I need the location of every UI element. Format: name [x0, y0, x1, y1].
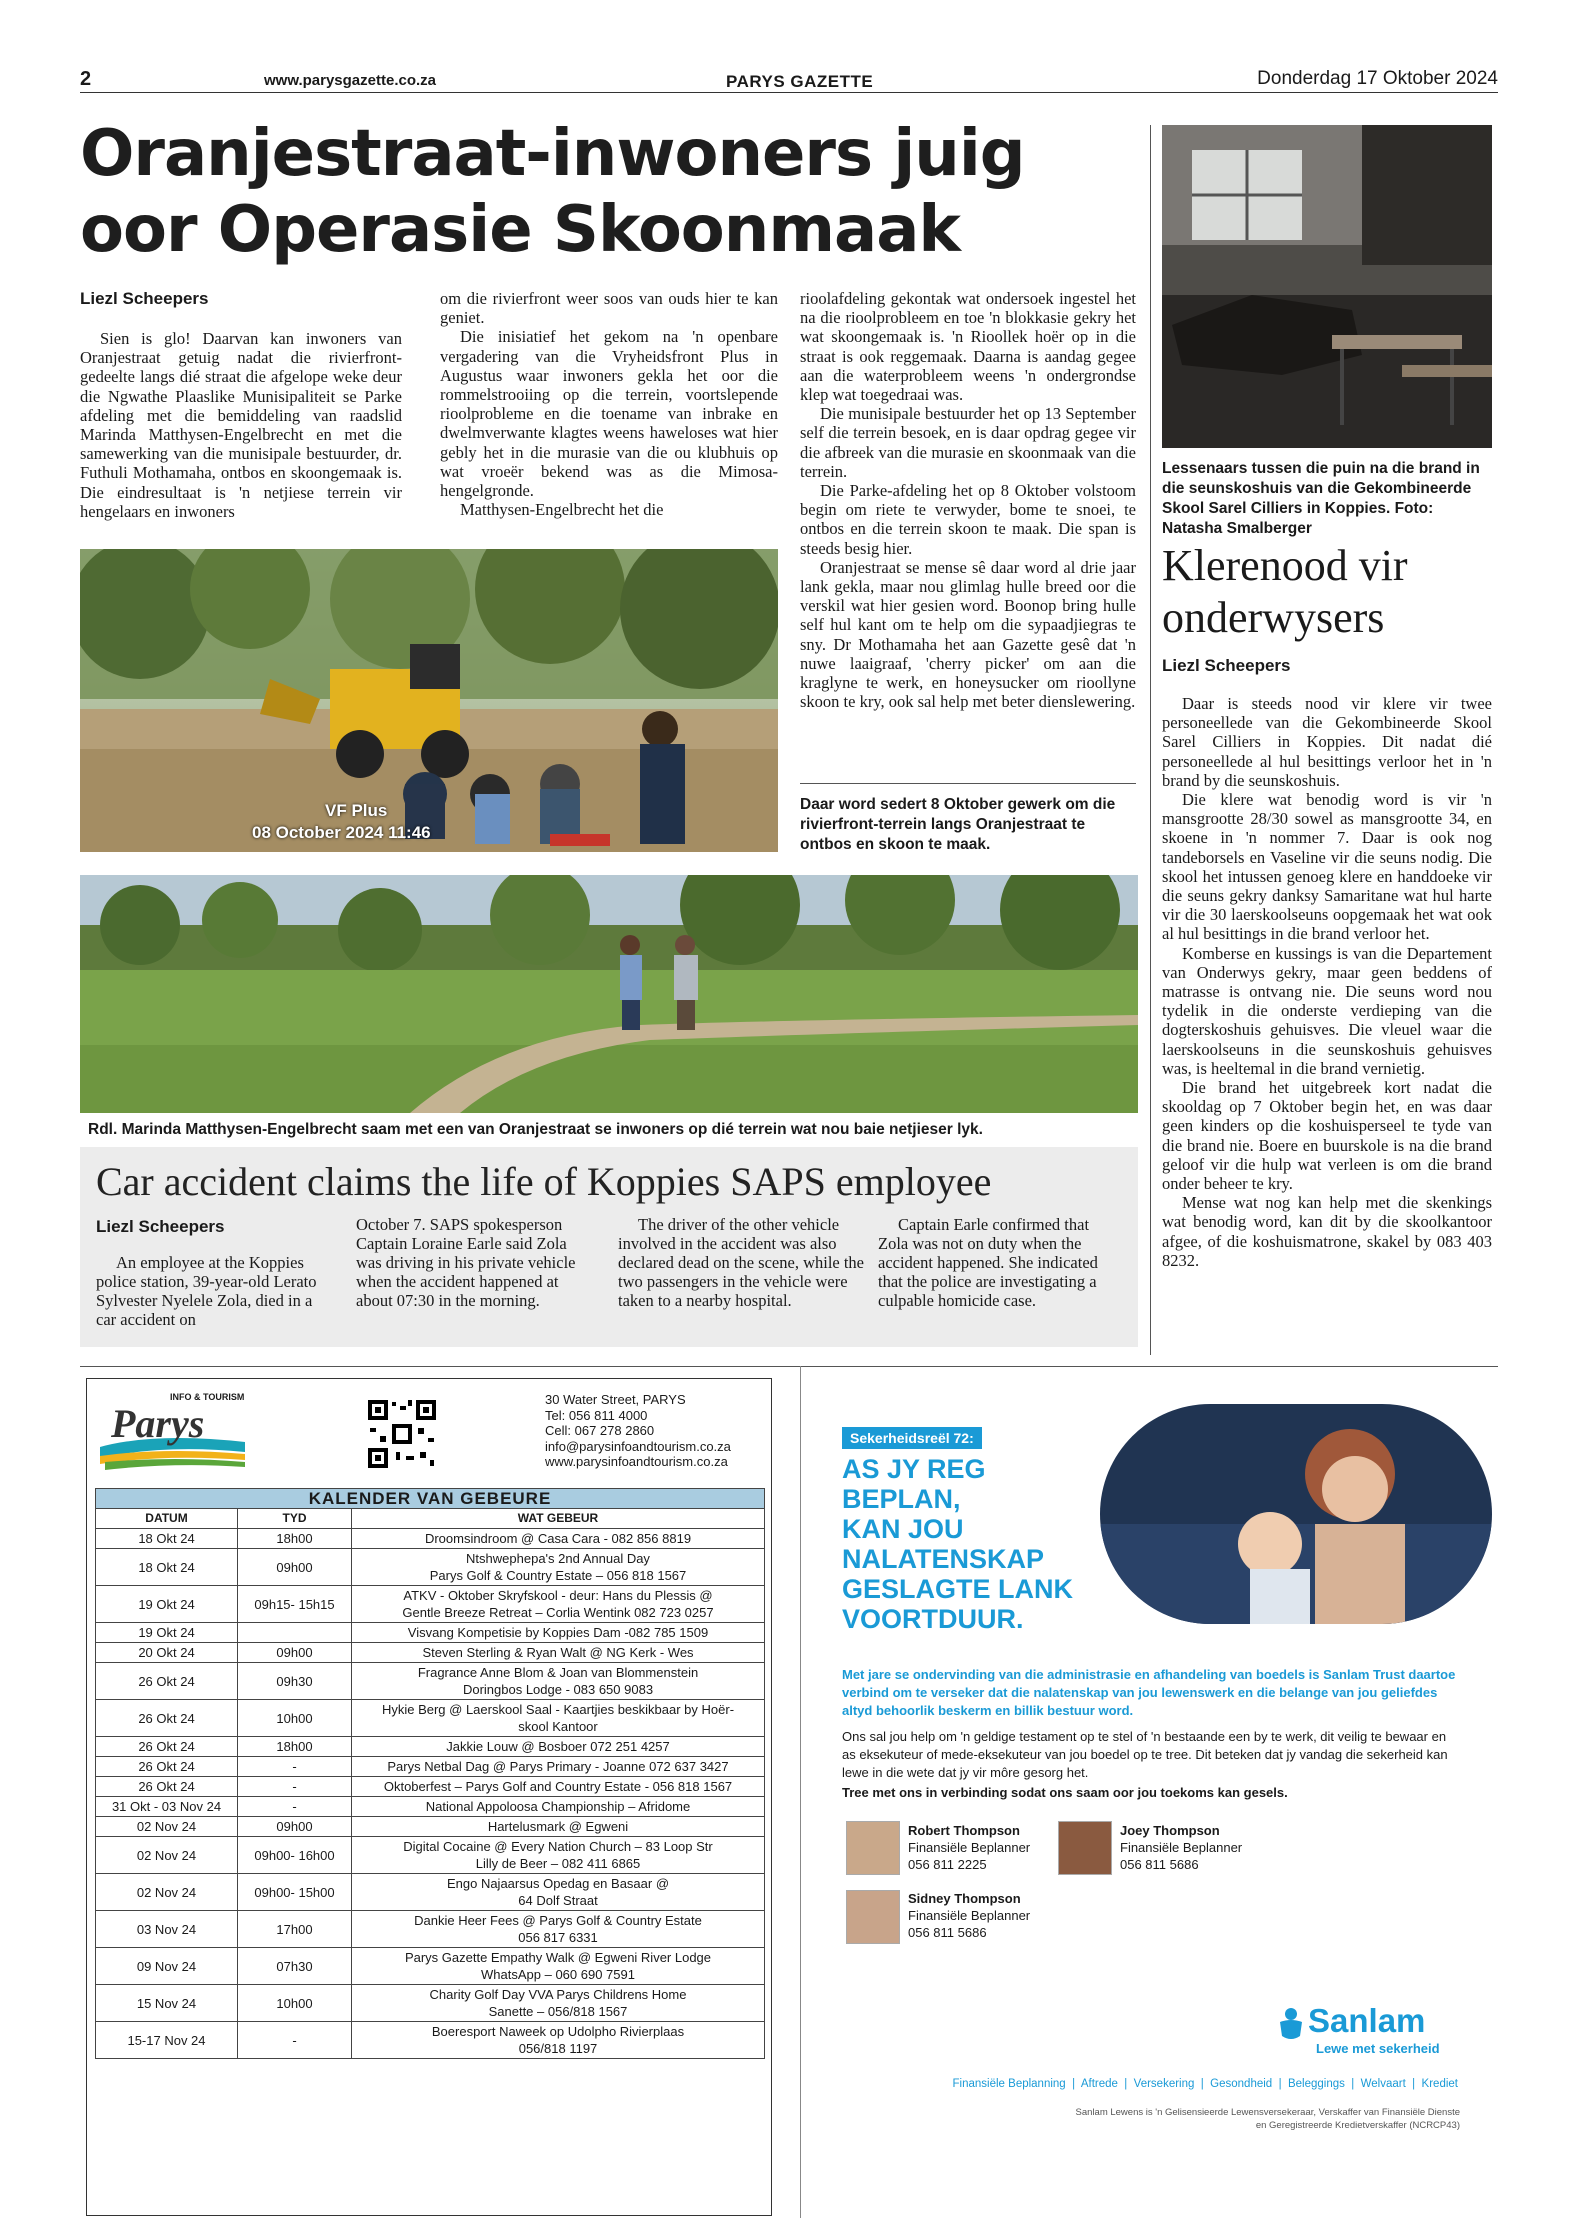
- table-row: [96, 1700, 765, 1737]
- main-col3-p1: rioolafdeling gekontak wat ondersoek ingestel het na die rioolprobleem en toe 'n blokkasie gekry het wat skoongemaak is. 'n Rioollek hoër op in die straat is ook reggemaak. Daarna is aandag gegee aan die waterprobleem weens 'n ondergrondse klep wat toegedraai was.: [800, 289, 1136, 405]
- car-byline: Liezl Scheepers: [96, 1217, 225, 1236]
- event-date: 18 Okt 24: [96, 1549, 238, 1586]
- event-date: 19 Okt 24: [96, 1586, 238, 1623]
- sanlam-headline-line: GESLAGTE LANK: [842, 1574, 1074, 1604]
- sanlam-headline: [842, 1454, 1102, 1634]
- table-row: [96, 1737, 765, 1757]
- avatar-sidney: [846, 1890, 900, 1944]
- car-col3-text: The driver of the other vehicle involved in the accident was also declared dead on the scene, while the two passengers in the vehicle were taken to a nearby hospital.: [618, 1215, 865, 1310]
- photo-bulldozer-caption: Daar word sedert 8 Oktober gewerk om die rivierfront-terrein langs Oranjestraat te ontbos en skoon te maak.: [800, 796, 1116, 853]
- ads-divider: [800, 1366, 801, 2218]
- event-description: Parys Gazette Empathy Walk @ Egweni River Lodge WhatsApp – 060 690 7591: [352, 1948, 765, 1985]
- sanlam-headline-line: NALATENSKAP: [842, 1544, 1044, 1574]
- main-col1-text: Sien is glo! Daarvan kan inwoners van Oranjestraat getuig nadat die rivierfront-gedeelte langs dié straat die afgelope weke deur die Ngwathe Plaaslike Munisipaliteit se Parke afdeling met die bemiddeling van raadslid Marinda Matthysen-Engelbrecht en met die samewerking van die munisipale bestuurder, dr. Futhuli Mothamaha, ontbos en skoongemaak is. Die eindresultaat is 'n netjiese terrein vir hengelaars en inwoners: [80, 329, 402, 521]
- event-date: 15 Nov 24: [96, 1985, 238, 2022]
- event-description: Digital Cocaine @ Every Nation Church – 83 Loop Str Lilly de Beer – 082 411 6865: [352, 1837, 765, 1874]
- sanlam-slogan: Lewe met sekerheid: [1316, 2041, 1440, 2056]
- event-time: -: [238, 1757, 352, 1777]
- event-date: 02 Nov 24: [96, 1817, 238, 1837]
- event-time: 17h00: [238, 1911, 352, 1948]
- person-name: Robert Thompson: [908, 1823, 1020, 1838]
- photo-fire-caption: Lessenaars tussen die puin na die brand in die seunskoshuis van die Gekombineerde Skool Sarel Cilliers in Koppies. Foto: Natasha Smalberger: [1162, 460, 1480, 537]
- col-header-date: DATUM: [96, 1509, 238, 1529]
- event-date: 26 Okt 24: [96, 1757, 238, 1777]
- table-row: [96, 1817, 765, 1837]
- photo-fire-damage: [1162, 125, 1492, 448]
- event-description: Oktoberfest – Parys Golf and Country Estate - 056 818 1567: [352, 1777, 765, 1797]
- sanlam-headline-line: BEPLAN,: [842, 1484, 961, 1514]
- event-description: National Appoloosa Championship – Afridome: [352, 1797, 765, 1817]
- sanlam-services: Finansiële Beplanning | Aftrede | Versekering | Gesondheid | Beleggings | Welvaart | Krediet: [952, 2078, 1458, 2090]
- table-row: [96, 1985, 765, 2022]
- sanlam-shield-icon: [1278, 2006, 1304, 2042]
- events-table: [95, 1488, 765, 2059]
- person-name: Sidney Thompson: [908, 1891, 1021, 1906]
- side-p3: Komberse en kussings is van die Departement van Onderwys gekry, maar geen beddens of matrasse is ontvang nie. Die seuns word nou tydelik in die onderste verdieping van die dogterskoshuis gehuisves. Die vleuel waar die laerskoolseuns in die seunskoshuis gehuisves was, is heeltemal in die brand vernietig.: [1162, 943, 1492, 1078]
- event-time: 09h00- 15h00: [238, 1874, 352, 1911]
- event-time: 09h00- 16h00: [238, 1837, 352, 1874]
- car-col-3: [618, 1215, 868, 1310]
- side-byline: Liezl Scheepers: [1162, 656, 1291, 675]
- event-time: -: [238, 1777, 352, 1797]
- events-web[interactable]: www.parysinfoandtourism.co.za: [545, 1454, 728, 1469]
- side-p5: Mense wat nog kan help met die skenkings wat benodig word, kan dit by die skoolkantoor afgee, of die koshuismatrone, skakel by 083 403 8232.: [1162, 1193, 1492, 1270]
- event-date: 18 Okt 24: [96, 1529, 238, 1549]
- sanlam-legal-2: en Geregistreerde Kredietverskaffer (NCRCP43): [1255, 2120, 1460, 2131]
- car-col4-text: Captain Earle confirmed that Zola was not on duty when the accident happened. She indicated that the police are investigating a culpable homicide case.: [878, 1215, 1098, 1310]
- event-description: Ntshwephepa's 2nd Annual Day Parys Golf & Country Estate – 056 818 1567: [352, 1549, 765, 1586]
- event-description: Charity Golf Day VVA Parys Childrens Home Sanette – 056/818 1567: [352, 1985, 765, 2022]
- avatar-robert: [846, 1821, 900, 1875]
- ads-rule: [80, 1366, 1498, 1367]
- parys-logo: [95, 1392, 255, 1472]
- event-date: 20 Okt 24: [96, 1643, 238, 1663]
- logo-tagline: INFO & TOURISM: [170, 1392, 245, 1402]
- event-date: 15-17 Nov 24: [96, 2022, 238, 2059]
- photo-overlay-timestamp: 08 October 2024 11:46: [252, 823, 431, 842]
- car-col-1: [96, 1253, 328, 1329]
- side-p2: Die klere wat benodig word is vir 'n mansgrootte 28/30 sowel as mansgrootte 34, en skoene in 'n nommer 7. Daar is ook nog tandeborsels en Vaseline vir die seuns nodig. Die skool het intussen genoeg klere en handdoeke vir die seuns gekry danksy Samaritane wat hul harte vir die 30 laerskoolseuns oopgemaak het wat ook al hul besittings in die brand verloor het.: [1162, 790, 1492, 944]
- sanlam-body: Ons sal jou help om 'n geldige testament op te stel of 'n bestaande een by te werk, dit veilig te bewaar en as eksekuteur of mede-eksekuteur van jou boedel op te tree. Dit beteken dat jy vandag die sekerheid kan lewe in die wete dat jy vir môre gesorg het.: [842, 1729, 1448, 1780]
- event-time: 09h30: [238, 1663, 352, 1700]
- car-accident-headline: Car accident claims the life of Koppies SAPS employee: [96, 1159, 992, 1204]
- sanlam-tag: Sekerheidsreël 72:: [842, 1427, 982, 1449]
- qr-code[interactable]: [366, 1398, 438, 1470]
- person-role: Finansiële Beplanner: [1120, 1840, 1243, 1855]
- car-col1-text: An employee at the Koppies police station, 39-year-old Lerato Sylvester Nyelele Zola, died in a car accident on: [96, 1253, 317, 1329]
- main-col3-p3: Die Parke-afdeling het op 8 Oktober volstoom begin om riete te verwyder, bome te snoei, te ontbos en die terrein skoon te maak. Die span is steeds besig hier.: [800, 481, 1136, 558]
- sanlam-headline-line: AS JY REG: [842, 1454, 986, 1484]
- sanlam-legal-1: Sanlam Lewens is 'n Gelisensieerde Lewensversekeraar, Verskaffer van Finansiële Dienste: [1075, 2107, 1460, 2118]
- table-row: [96, 1586, 765, 1623]
- event-date: 26 Okt 24: [96, 1700, 238, 1737]
- photo-field-caption: Rdl. Marinda Matthysen-Engelbrecht saam met een van Oranjestraat se inwoners op dié terrein wat nou baie netjieser lyk.: [88, 1121, 983, 1138]
- side-headline: [1162, 540, 1492, 644]
- event-date: 03 Nov 24: [96, 1911, 238, 1948]
- person-role: Finansiële Beplanner: [908, 1840, 1031, 1855]
- event-time: 09h00: [238, 1643, 352, 1663]
- event-date: 26 Okt 24: [96, 1737, 238, 1757]
- table-row: [96, 2022, 765, 2059]
- issue-date: Donderdag 17 Oktober 2024: [1257, 68, 1498, 89]
- sanlam-legal: [900, 2106, 1460, 2132]
- event-description: Droomsindroom @ Casa Cara - 082 856 8819: [352, 1529, 765, 1549]
- col-header-event: WAT GEBEUR: [352, 1509, 765, 1529]
- event-time: 18h00: [238, 1737, 352, 1757]
- event-time: 07h30: [238, 1948, 352, 1985]
- headline-line-1: Oranjestraat-inwoners juig: [80, 117, 1025, 191]
- main-col3-p2: Die munisipale bestuurder het op 13 September self die terrein besoek, en is daar opdrag gegee vir die afbreek van die murasie en skoonmaak van die terrein.: [800, 404, 1136, 481]
- event-time: 10h00: [238, 1985, 352, 2022]
- photo-field: [80, 875, 1138, 1113]
- event-time: 10h00: [238, 1700, 352, 1737]
- event-date: 19 Okt 24: [96, 1623, 238, 1643]
- main-col-3: [800, 289, 1136, 711]
- event-description: Jakkie Louw @ Bosboer 072 251 4257: [352, 1737, 765, 1757]
- event-date: 31 Okt - 03 Nov 24: [96, 1797, 238, 1817]
- main-col-1: [80, 329, 402, 521]
- sanlam-headline-line: KAN JOU: [842, 1514, 964, 1544]
- person-phone[interactable]: 056 811 5686: [908, 1925, 987, 1940]
- car-col-2: [356, 1215, 588, 1310]
- event-description: Hykie Berg @ Laerskool Saal - Kaartjies beskikbaar by Hoër- skool Kantoor: [352, 1700, 765, 1737]
- table-row: [96, 1948, 765, 1985]
- side-p1: Daar is steeds nood vir klere vir twee personeellede van die Gekombineerde Skool Sarel Cilliers in Koppies. Dit nadat dié personeellede al hul besittings verloor het in 'n brand by die seunskoshuis.: [1162, 694, 1492, 790]
- event-time: 09h00: [238, 1549, 352, 1586]
- event-time: 09h00: [238, 1817, 352, 1837]
- event-description: Steven Sterling & Ryan Walt @ NG Kerk - Wes: [352, 1643, 765, 1663]
- logo-text: Parys: [111, 1401, 205, 1446]
- person-sidney: [908, 1890, 1030, 1941]
- event-time: 09h15- 15h15: [238, 1586, 352, 1623]
- col-header-time: TYD: [238, 1509, 352, 1529]
- event-description: Boeresport Naweek op Udolpho Rivierplaas 056/818 1197: [352, 2022, 765, 2059]
- table-row: [96, 1529, 765, 1549]
- person-name: Joey Thompson: [1120, 1823, 1220, 1838]
- event-description: Engo Najaarsus Opedag en Basaar @ 64 Dolf Straat: [352, 1874, 765, 1911]
- column-divider: [1150, 125, 1151, 1355]
- side-p4: Die brand het uitgebreek kort nadat die skooldag op 7 Oktober begin het, en was daar geen kinders op die koshuisperseel te tyde van die brand nie. Boere en buurskole is na die brand geloof vir die hulp wat verleen is om die brand onder beheer te kry.: [1162, 1078, 1492, 1194]
- event-date: 26 Okt 24: [96, 1777, 238, 1797]
- photo-overlay-label: VF Plus: [325, 801, 388, 820]
- paper-name: PARYS GAZETTE: [726, 72, 874, 91]
- event-description: Fragrance Anne Blom & Joan van Blommenstein Doringbos Lodge - 083 650 9083: [352, 1663, 765, 1700]
- table-row: [96, 1623, 765, 1643]
- main-headline: [80, 116, 1150, 268]
- events-tel[interactable]: Tel: 056 811 4000: [545, 1407, 648, 1423]
- event-description: Parys Netbal Dag @ Parys Primary - Joanne 072 637 3427: [352, 1757, 765, 1777]
- person-role: Finansiële Beplanner: [908, 1908, 1031, 1923]
- table-row: [96, 1757, 765, 1777]
- main-col2-p1: om die rivierfront weer soos van ouds hier te kan geniet.: [440, 289, 778, 328]
- car-col-4: [878, 1215, 1118, 1310]
- sanlam-brand: Sanlam: [1308, 2002, 1426, 2039]
- table-row: [96, 1643, 765, 1663]
- header-rule: [80, 92, 1498, 93]
- main-col2-p2: Die inisiatief het gekom na 'n openbare vergadering van die Vryheidsfront Plus in Augustus waar inwoners gekla het oor die rommelstrooiing op die terrein, voortslepende rioolprobleme en die toename van inbrake en dwelmverwante klagtes weens haweloses wat hier gebly het in die murasie van die ou klubhuis op wat vroeër bekend was as die Mimosa-hengelgronde.: [440, 327, 778, 501]
- event-description: Dankie Heer Fees @ Parys Golf & Country Estate 056 817 6331: [352, 1911, 765, 1948]
- page-number: 2: [80, 68, 92, 90]
- events-cell[interactable]: Cell: 067 278 2860: [545, 1423, 655, 1438]
- sanlam-cta: Tree met ons in verbinding sodat ons saam oor jou toekoms kan gesels.: [842, 1785, 1288, 1800]
- events-email[interactable]: info@parysinfoandtourism.co.za: [545, 1438, 731, 1454]
- caption-rule: [800, 783, 1136, 784]
- event-date: 26 Okt 24: [96, 1663, 238, 1700]
- person-joey: [1120, 1822, 1242, 1873]
- main-col3-p4: Oranjestraat se mense sê daar word al drie jaar lank gekla, maar nou glimlag hulle breed oor die verskil wat hier gesien word. Boonop bring hulle self hul kant om te help om die sypaadjiegras te sny. Dr Mothamaha het aan Gazette gesê dat 'n nuwe laaigraaf, 'cherry picker' om aan die kraglyne te werk, en honeysucker om rioollyne skoon te kry, ook sal help met beter dienslewering.: [800, 557, 1136, 712]
- events-address: 30 Water Street, PARYS: [545, 1392, 686, 1407]
- event-description: ATKV - Oktober Skryfskool - deur: Hans du Plessis @ Gentle Breeze Retreat – Corlia Wentink 082 723 0257: [352, 1586, 765, 1623]
- site-url[interactable]: www.parysgazette.co.za: [264, 72, 437, 89]
- event-date: 02 Nov 24: [96, 1837, 238, 1874]
- events-contact: [545, 1392, 731, 1470]
- sanlam-intro: Met jare se ondervinding van die administrasie en afhandeling van boedels is Sanlam Trust daartoe verbind om te verseker dat die nalatenskap van jou lewenswerk en die belange van jou geliefdes altyd behoorlik beskerm en billik bestuur word.: [842, 1667, 1456, 1718]
- table-row: [96, 1837, 765, 1874]
- person-robert: [908, 1822, 1030, 1873]
- avatar-joey: [1058, 1821, 1112, 1875]
- side-body: [1162, 694, 1492, 1270]
- sanlam-headline-line: VOORTDUUR.: [842, 1604, 1024, 1634]
- event-description: Hartelusmark @ Egweni: [352, 1817, 765, 1837]
- person-phone[interactable]: 056 811 2225: [908, 1857, 987, 1872]
- car-col2-text: October 7. SAPS spokesperson Captain Loraine Earle said Zola was driving in his private vehicle when the accident happened at about 07:30 in the morning.: [356, 1215, 576, 1310]
- main-col-2: [440, 289, 778, 519]
- table-row: [96, 1874, 765, 1911]
- sanlam-photo: [1100, 1404, 1492, 1624]
- person-phone[interactable]: 056 811 5686: [1120, 1857, 1199, 1872]
- events-table-title: KALENDER VAN GEBEURE: [96, 1489, 765, 1509]
- event-date: 09 Nov 24: [96, 1948, 238, 1985]
- side-headline-line-2: onderwysers: [1162, 593, 1385, 642]
- event-time: -: [238, 2022, 352, 2059]
- table-row: [96, 1797, 765, 1817]
- table-row: [96, 1911, 765, 1948]
- headline-line-2: oor Operasie Skoonmaak: [80, 193, 960, 267]
- table-row: [96, 1777, 765, 1797]
- event-time: [238, 1623, 352, 1643]
- main-col2-p3: Matthysen-Engelbrecht het die: [460, 500, 664, 520]
- event-description: Visvang Kompetisie by Koppies Dam -082 785 1509: [352, 1623, 765, 1643]
- side-headline-line-1: Klerenood vir: [1162, 541, 1408, 590]
- photo-bulldozer: [80, 549, 778, 852]
- event-time: 18h00: [238, 1529, 352, 1549]
- table-row: [96, 1663, 765, 1700]
- event-time: -: [238, 1797, 352, 1817]
- table-row: [96, 1549, 765, 1586]
- event-date: 02 Nov 24: [96, 1874, 238, 1911]
- main-byline: Liezl Scheepers: [80, 289, 209, 308]
